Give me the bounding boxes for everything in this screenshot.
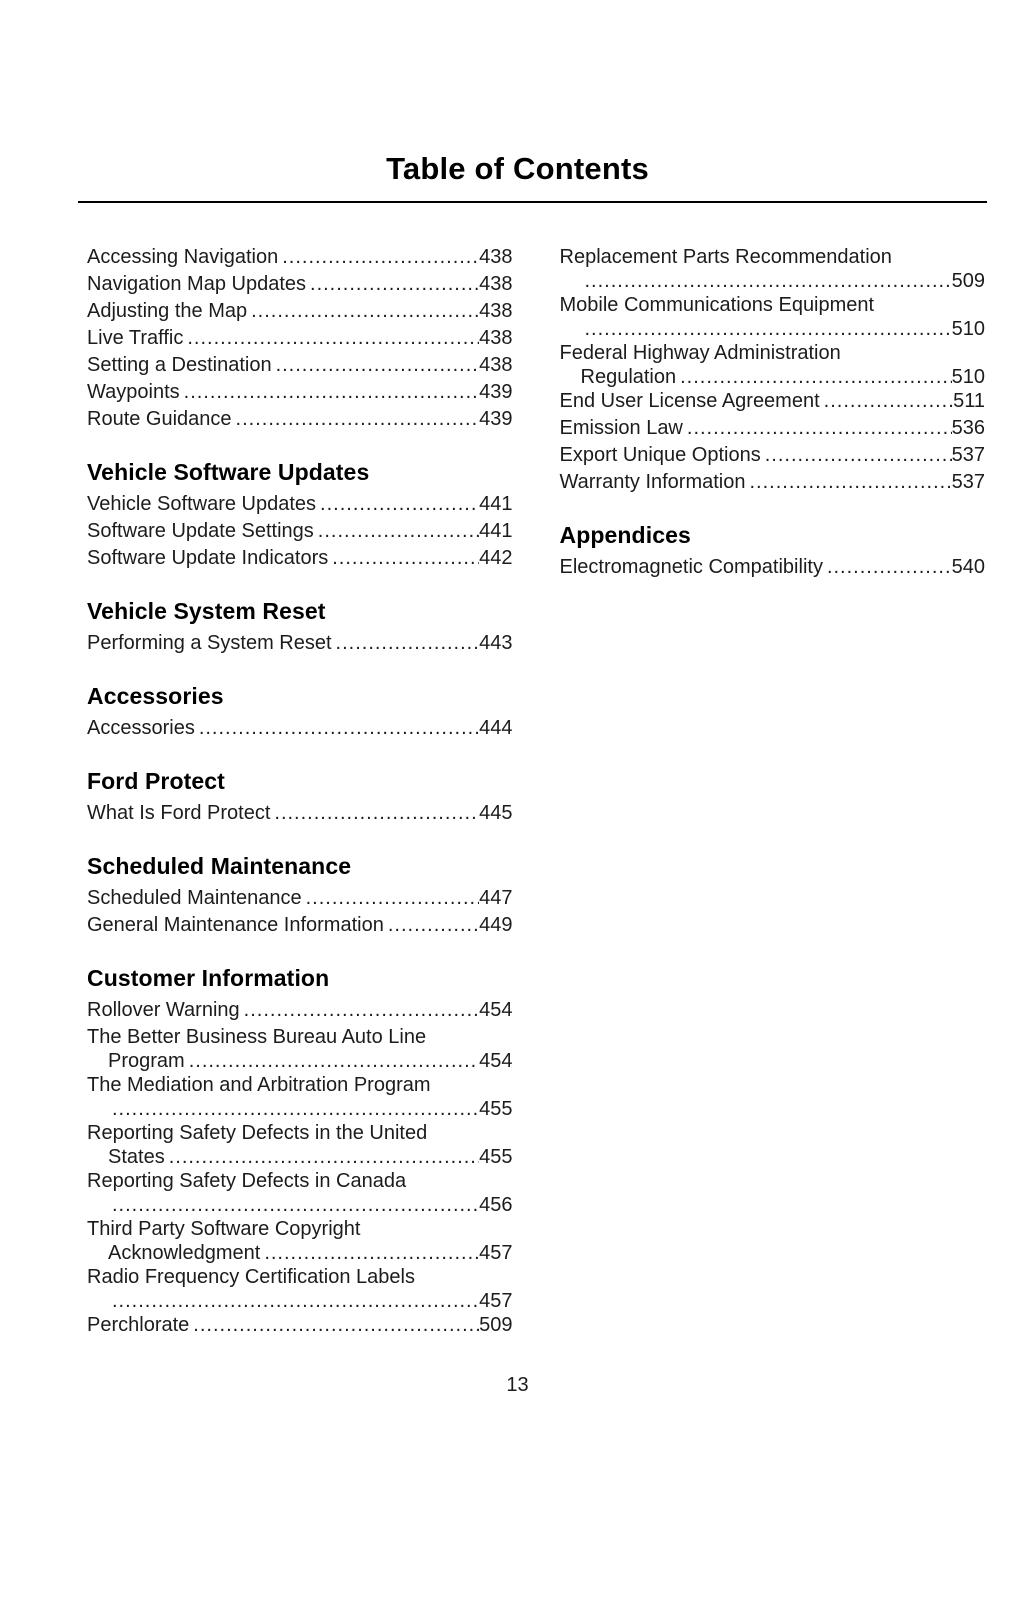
toc-entry bbox=[87, 630, 513, 657]
toc-entry-label: Export Unique Options bbox=[559, 444, 761, 466]
toc-entry-line bbox=[87, 1051, 513, 1072]
toc-entry-label: Program bbox=[108, 1050, 185, 1072]
toc-entry bbox=[560, 388, 986, 415]
toc-entry-page: 537 bbox=[951, 471, 985, 493]
toc-entry-page: 540 bbox=[951, 556, 985, 578]
dot-leader bbox=[264, 1243, 479, 1264]
toc-entry-label: Navigation Map Updates bbox=[87, 273, 307, 295]
section-heading: Ford Protect bbox=[87, 768, 225, 794]
toc-entry-line bbox=[560, 292, 986, 319]
toc-entry bbox=[87, 491, 513, 518]
toc-entry-page: 457 bbox=[479, 1290, 513, 1312]
toc-entry-page: 456 bbox=[479, 1194, 513, 1216]
toc-entry bbox=[87, 271, 513, 298]
toc-entry-line bbox=[87, 244, 513, 271]
toc-entry-label: Software Update Settings bbox=[87, 520, 314, 542]
toc-entry-line bbox=[560, 319, 986, 340]
toc-entry bbox=[87, 997, 513, 1024]
toc-section bbox=[87, 766, 513, 827]
page-title: Table of Contents bbox=[386, 151, 649, 186]
toc-entry-page: 510 bbox=[951, 366, 985, 388]
toc-entry-label: States bbox=[108, 1146, 165, 1168]
dot-leader bbox=[388, 912, 479, 939]
toc-entry-label: Rollover Warning bbox=[87, 999, 240, 1021]
toc-entry-line bbox=[87, 545, 513, 572]
toc-entry-page: 438 bbox=[479, 354, 513, 376]
toc-entry-page: 510 bbox=[951, 318, 985, 340]
toc-entry bbox=[560, 340, 986, 388]
toc-entry-page: 438 bbox=[479, 246, 513, 268]
toc-entry bbox=[87, 406, 513, 433]
toc-entry-label: Adjusting the Map bbox=[87, 300, 248, 322]
dot-leader bbox=[236, 406, 480, 433]
toc-entry-label: Federal Highway Administration bbox=[559, 342, 841, 364]
dot-leader bbox=[184, 379, 479, 406]
toc-entry-label: Accessing Navigation bbox=[87, 246, 279, 268]
toc-entry-page: 441 bbox=[479, 520, 513, 542]
dot-leader bbox=[244, 997, 479, 1024]
toc-entry-label: Radio Frequency Certification Labels bbox=[87, 1266, 415, 1288]
toc-entry-label: The Better Business Bureau Auto Line bbox=[87, 1026, 427, 1048]
toc-entry-line bbox=[560, 469, 986, 496]
toc-entry bbox=[560, 554, 986, 581]
dot-leader bbox=[750, 469, 952, 496]
dot-leader bbox=[274, 800, 479, 827]
toc-column-left bbox=[87, 244, 513, 1339]
toc-entry-page: 454 bbox=[479, 999, 513, 1021]
dot-leader bbox=[318, 518, 479, 545]
toc-entry-page: 439 bbox=[479, 381, 513, 403]
toc-entry-line bbox=[87, 997, 513, 1024]
toc-entry-page: 457 bbox=[479, 1242, 513, 1264]
toc-entry bbox=[87, 244, 513, 271]
toc-entry-line bbox=[87, 1312, 513, 1339]
toc-entry-line bbox=[560, 340, 986, 367]
dot-leader bbox=[824, 388, 953, 415]
dot-leader bbox=[251, 298, 479, 325]
dot-leader bbox=[112, 1099, 479, 1120]
toc-entry-label: Accessories bbox=[87, 717, 195, 739]
dot-leader bbox=[680, 367, 952, 388]
dot-leader bbox=[310, 271, 479, 298]
toc-entry-page: 441 bbox=[479, 493, 513, 515]
toc-entry-page: 438 bbox=[479, 300, 513, 322]
toc-entry-line bbox=[87, 1099, 513, 1120]
toc-entry-line bbox=[87, 352, 513, 379]
toc-entry-page: 449 bbox=[479, 914, 513, 936]
dot-leader bbox=[827, 554, 952, 581]
toc-entry bbox=[87, 715, 513, 742]
toc-section bbox=[87, 596, 513, 657]
toc-entry bbox=[87, 352, 513, 379]
toc-entry-line bbox=[560, 415, 986, 442]
toc-section bbox=[87, 457, 513, 572]
toc-entry-page: 439 bbox=[479, 408, 513, 430]
toc-entry-line bbox=[560, 271, 986, 292]
toc-entry-page: 438 bbox=[479, 327, 513, 349]
toc-entry-line bbox=[87, 1195, 513, 1216]
toc-section bbox=[87, 244, 513, 433]
dot-leader bbox=[193, 1312, 479, 1339]
toc-entry-label: Emission Law bbox=[559, 417, 683, 439]
dot-leader bbox=[765, 442, 952, 469]
toc-entry-line bbox=[87, 325, 513, 352]
toc-entry-line bbox=[87, 491, 513, 518]
toc-entry-line bbox=[87, 1024, 513, 1051]
toc-entry-label: Waypoints bbox=[87, 381, 180, 403]
toc-entry-page: 447 bbox=[479, 887, 513, 909]
toc-entry bbox=[87, 1216, 513, 1264]
toc-column-right bbox=[560, 244, 986, 1339]
dot-leader bbox=[189, 1051, 479, 1072]
toc-entry-page: 444 bbox=[479, 717, 513, 739]
toc-entry-line bbox=[87, 1147, 513, 1168]
toc-entry-label: Mobile Communications Equipment bbox=[559, 294, 875, 316]
toc-entry-line bbox=[87, 298, 513, 325]
toc-entry-label: Perchlorate bbox=[87, 1314, 190, 1336]
toc-entry-label: Route Guidance bbox=[87, 408, 232, 430]
dot-leader bbox=[112, 1195, 479, 1216]
toc-entry bbox=[87, 298, 513, 325]
toc-entry bbox=[560, 469, 986, 496]
toc-entry-line bbox=[87, 1216, 513, 1243]
toc-entry-page: 511 bbox=[953, 390, 985, 412]
toc-entry-label: Electromagnetic Compatibility bbox=[559, 556, 823, 578]
dot-leader bbox=[332, 545, 479, 572]
toc-entry-page: 509 bbox=[479, 1314, 513, 1336]
toc-entry-line bbox=[87, 715, 513, 742]
toc-entry-line bbox=[87, 912, 513, 939]
toc-entry bbox=[87, 1120, 513, 1168]
toc-section bbox=[87, 963, 513, 1339]
section-heading: Vehicle Software Updates bbox=[87, 459, 370, 485]
dot-leader bbox=[585, 271, 952, 292]
dot-leader bbox=[687, 415, 952, 442]
toc-entry-page: 442 bbox=[479, 547, 513, 569]
toc-entry-line bbox=[87, 885, 513, 912]
toc-entry-label: Vehicle Software Updates bbox=[87, 493, 317, 515]
section-heading: Appendices bbox=[559, 522, 691, 548]
toc-entry-line bbox=[87, 1243, 513, 1264]
toc-entry-line bbox=[87, 271, 513, 298]
toc-entry bbox=[87, 1264, 513, 1312]
toc-entry-label: Reporting Safety Defects in Canada bbox=[87, 1170, 407, 1192]
toc-entry-line bbox=[560, 244, 986, 271]
toc-entry-label: Live Traffic bbox=[87, 327, 184, 349]
toc-entry-page: 443 bbox=[479, 632, 513, 654]
toc-entry bbox=[560, 292, 986, 340]
section-heading: Vehicle System Reset bbox=[87, 598, 326, 624]
toc-entry-label: Software Update Indicators bbox=[87, 547, 329, 569]
toc-entry-page: 537 bbox=[951, 444, 985, 466]
dot-leader bbox=[112, 1291, 479, 1312]
toc-entry bbox=[87, 885, 513, 912]
toc-entry-label: Warranty Information bbox=[559, 471, 746, 493]
toc-entry-line bbox=[87, 1072, 513, 1099]
toc-entry-line bbox=[87, 800, 513, 827]
toc-entry bbox=[560, 442, 986, 469]
toc-section bbox=[560, 520, 986, 581]
toc-entry-line bbox=[560, 442, 986, 469]
toc-entry-label: Setting a Destination bbox=[87, 354, 272, 376]
toc-entry-label: Replacement Parts Recommendation bbox=[559, 246, 892, 268]
toc-entry-label: General Maintenance Information bbox=[87, 914, 384, 936]
toc-entry bbox=[87, 800, 513, 827]
toc-entry-page: 455 bbox=[479, 1146, 513, 1168]
toc-entry-label: End User License Agreement bbox=[559, 390, 820, 412]
section-heading: Scheduled Maintenance bbox=[87, 853, 352, 879]
toc-entry bbox=[560, 415, 986, 442]
toc-section bbox=[87, 851, 513, 939]
page-number: 13 bbox=[506, 1374, 529, 1396]
toc-entry-label: What Is Ford Protect bbox=[87, 802, 271, 824]
section-heading: Customer Information bbox=[87, 965, 330, 991]
toc-section bbox=[560, 244, 986, 496]
toc-entry-line bbox=[87, 1120, 513, 1147]
toc-entry bbox=[87, 1024, 513, 1072]
dot-leader bbox=[276, 352, 480, 379]
toc-entry-page: 438 bbox=[479, 273, 513, 295]
toc-entry-label: The Mediation and Arbitration Program bbox=[87, 1074, 431, 1096]
toc-section bbox=[87, 681, 513, 742]
dot-leader bbox=[336, 630, 480, 657]
toc-entry bbox=[87, 545, 513, 572]
toc-entry-line bbox=[87, 406, 513, 433]
toc-entry-line bbox=[87, 1291, 513, 1312]
toc-entry-line bbox=[560, 388, 986, 415]
toc-entry-label: Performing a System Reset bbox=[87, 632, 332, 654]
toc-entry-page: 509 bbox=[951, 270, 985, 292]
dot-leader bbox=[585, 319, 952, 340]
dot-leader bbox=[320, 491, 479, 518]
toc-entry-page: 454 bbox=[479, 1050, 513, 1072]
toc-entry-line bbox=[87, 1168, 513, 1195]
toc-entry-line bbox=[87, 379, 513, 406]
dot-leader bbox=[282, 244, 479, 271]
toc-entry-line bbox=[87, 1264, 513, 1291]
toc-entry-label: Scheduled Maintenance bbox=[87, 887, 302, 909]
toc-entry bbox=[87, 518, 513, 545]
toc-entry bbox=[87, 1312, 513, 1339]
toc-entry-line bbox=[560, 367, 986, 388]
toc-entry bbox=[87, 379, 513, 406]
toc-entry-page: 536 bbox=[951, 417, 985, 439]
toc-entry bbox=[87, 1168, 513, 1216]
toc-entry-page: 445 bbox=[479, 802, 513, 824]
dot-leader bbox=[306, 885, 480, 912]
toc-entry bbox=[560, 244, 986, 292]
toc-entry-label: Regulation bbox=[580, 366, 677, 388]
toc-entry-line bbox=[87, 630, 513, 657]
toc-entry bbox=[87, 912, 513, 939]
toc-entry bbox=[87, 1072, 513, 1120]
dot-leader bbox=[169, 1147, 479, 1168]
toc-entry-label: Third Party Software Copyright bbox=[87, 1218, 361, 1240]
toc-entry-line bbox=[560, 554, 986, 581]
section-heading: Accessories bbox=[87, 683, 224, 709]
toc-entry-page: 455 bbox=[479, 1098, 513, 1120]
toc-entry-label: Reporting Safety Defects in the United bbox=[87, 1122, 428, 1144]
toc-entry-label: Acknowledgment bbox=[108, 1242, 261, 1264]
dot-leader bbox=[199, 715, 479, 742]
toc-entry-line bbox=[87, 518, 513, 545]
toc-entry bbox=[87, 325, 513, 352]
toc-columns bbox=[0, 203, 1035, 1339]
dot-leader bbox=[187, 325, 479, 352]
